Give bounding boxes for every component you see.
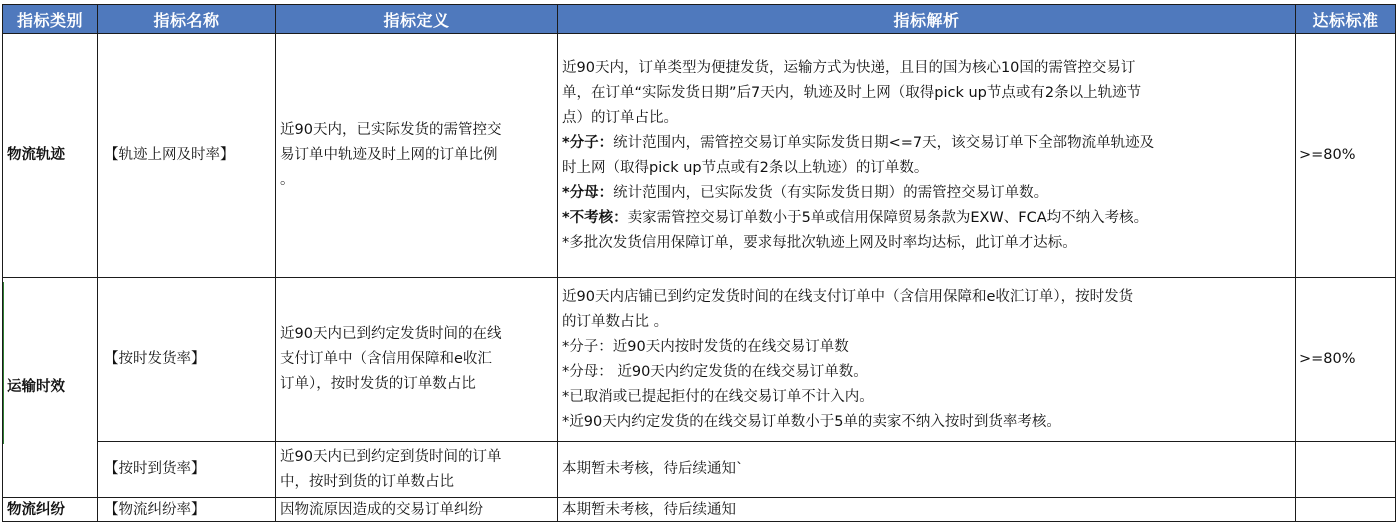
metric-name-cell: 【物流纠纷率】	[98, 498, 276, 522]
category-cell: 物流轨迹	[3, 34, 98, 278]
analysis-line: 近90天内店铺已到约定发货时间的在线支付订单中（含信用保障和e收汇订单），按时发货	[562, 288, 1134, 305]
standard-cell	[1296, 442, 1396, 498]
definition-line: 近90天内已到约定到货时间的订单	[280, 448, 502, 465]
analysis-cell	[558, 278, 1296, 442]
standard-cell	[1296, 498, 1396, 522]
header-analysis: 指标解析	[558, 5, 1296, 34]
definition-cell	[276, 498, 558, 522]
metric-name-cell: 【按时发货率】	[98, 278, 276, 442]
analysis-line: *已取消或已提起拒付的在线交易订单不计入内。	[562, 388, 874, 405]
analysis-line: *分母： 近90天内约定发货的在线交易订单数。	[562, 363, 868, 380]
standard-cell: >=80%	[1296, 278, 1396, 442]
table-row	[3, 442, 1396, 498]
table-row	[3, 278, 1396, 442]
definition-cell	[276, 278, 558, 442]
analysis-line: 近90天内，订单类型为便捷发货，运输方式为快递，且目的国为核心10国的需管控交易订	[562, 59, 1136, 76]
analysis-line: *多批次发货信用保障订单，要求每批次轨迹上网及时率均达标，此订单才达标。	[562, 234, 1077, 251]
definition-line: 易订单中轨迹及时上网的订单比例	[280, 147, 498, 163]
header-standard: 达标标准	[1296, 5, 1396, 34]
standard-cell: >=80%	[1296, 34, 1396, 278]
table-row	[3, 34, 1396, 278]
table-row	[3, 498, 1396, 522]
analysis-cell	[558, 498, 1296, 522]
header-category: 指标类别	[3, 5, 98, 34]
analysis-line: 的订单数占比 。	[562, 313, 669, 330]
definition-cell	[276, 34, 558, 278]
definition-cell	[276, 442, 558, 498]
analysis-cell	[558, 442, 1296, 498]
analysis-line: *分子：统计范围内，需管控交易订单实际发货日期<=7天，该交易订单下全部物流单轨迹及	[562, 134, 1155, 151]
metrics-table	[2, 4, 1396, 522]
header-definition: 指标定义	[276, 5, 558, 34]
analysis-line: 时上网（取得pick up节点或有2条以上轨迹）的订单数。	[562, 159, 929, 176]
metric-name-cell: 【按时到货率】	[98, 442, 276, 498]
analysis-cell	[558, 34, 1296, 278]
header-row	[3, 5, 1396, 34]
analysis-line: 本期暂未考核，待后续通知`	[562, 461, 744, 477]
metric-name-cell: 【轨迹上网及时率】	[98, 34, 276, 278]
analysis-line: *分母：统计范围内，已实际发货（有实际发货日期）的需管控交易订单数。	[562, 184, 1049, 201]
definition-line: 支付订单中（含信用保障和e收汇	[280, 351, 492, 367]
definition-line: 订单），按时发货的订单数占比	[280, 376, 476, 392]
definition-line: 。	[280, 172, 295, 188]
analysis-line: 本期暂未考核，待后续通知	[562, 501, 736, 518]
analysis-line: *分子：近90天内按时发货的在线交易订单数	[562, 338, 849, 355]
analysis-line: 点）的订单占比。	[562, 109, 678, 126]
definition-line: 因物流原因造成的交易订单纠纷	[280, 501, 483, 518]
analysis-line: 单，在订单“实际发货日期”后7天内，轨迹及时上网（取得pick up节点或有2条以上轨迹节	[562, 84, 1142, 101]
header-name: 指标名称	[98, 5, 276, 34]
category-cell: 物流纠纷	[3, 498, 98, 522]
definition-line: 中，按时到货的订单数占比	[280, 473, 454, 490]
definition-line: 近90天内已到约定发货时间的在线	[280, 326, 502, 342]
analysis-line: *不考核：卖家需管控交易订单数小于5单或信用保障贸易条款为EXW、FCA均不纳入考核。	[562, 209, 1149, 226]
analysis-line: *近90天内约定发货的在线交易订单数小于5单的卖家不纳入按时到货率考核。	[562, 413, 1061, 430]
category-cell: 运输时效	[3, 278, 98, 498]
definition-line: 近90天内，已实际发货的需管控交	[280, 122, 502, 138]
